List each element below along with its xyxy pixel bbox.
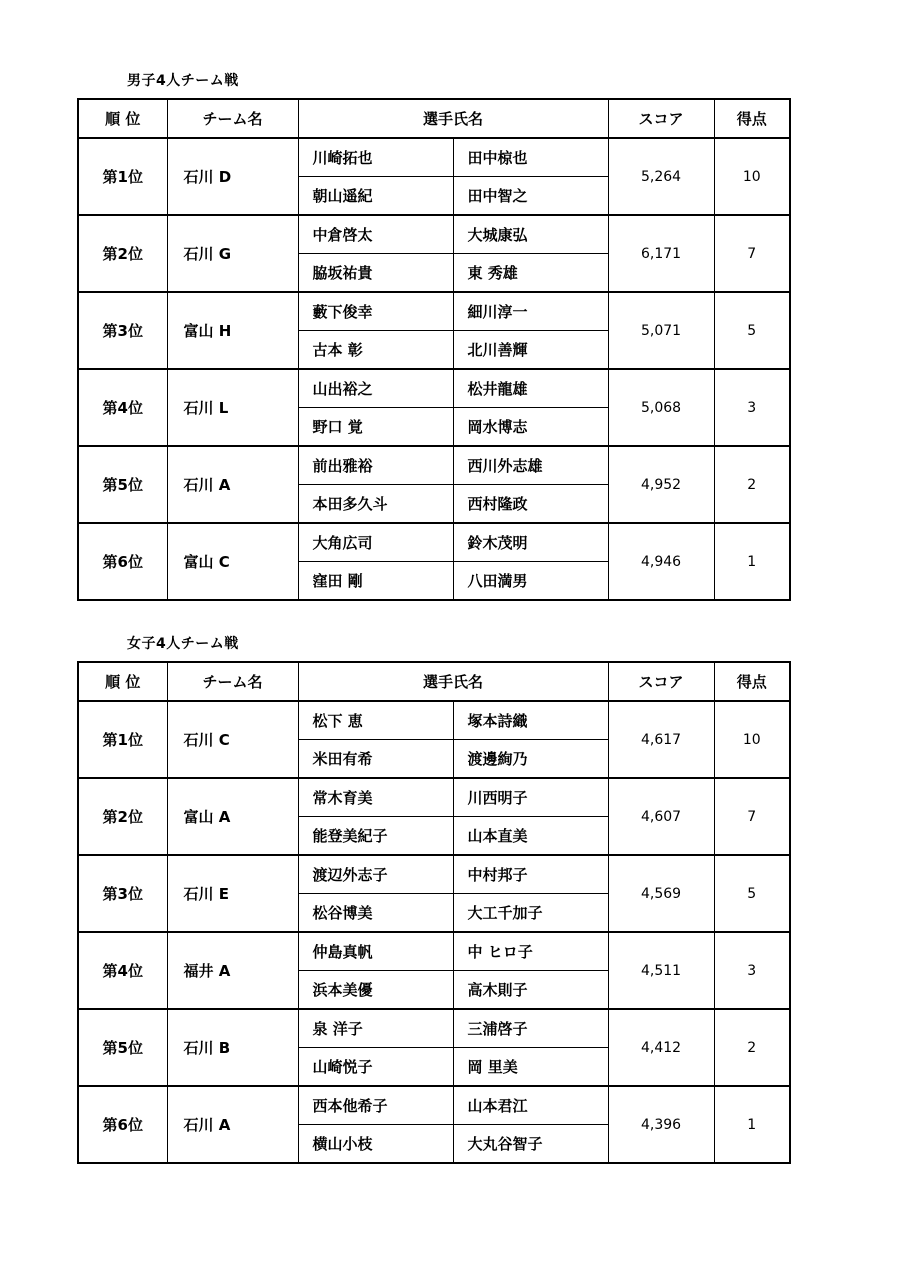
rank-cell: 第1位 bbox=[78, 138, 167, 215]
score-cell: 4,946 bbox=[608, 523, 714, 600]
team-cell: 富山 A bbox=[167, 778, 298, 855]
rank-cell: 第4位 bbox=[78, 369, 167, 446]
player-cell: 野口 覚 bbox=[298, 408, 453, 447]
table-row bbox=[78, 446, 790, 485]
rank-cell: 第3位 bbox=[78, 855, 167, 932]
table-row bbox=[78, 523, 790, 562]
score-cell: 4,607 bbox=[608, 778, 714, 855]
player-cell: 仲島真帆 bbox=[298, 932, 453, 971]
section-title-men: 男子4人チーム戦 bbox=[127, 73, 239, 89]
points-cell: 10 bbox=[714, 138, 790, 215]
player-cell: 泉 洋子 bbox=[298, 1009, 453, 1048]
team-cell: 石川 C bbox=[167, 701, 298, 778]
player-cell: 山本君江 bbox=[453, 1086, 608, 1125]
header-points: 得点 bbox=[714, 662, 790, 701]
score-cell: 4,396 bbox=[608, 1086, 714, 1163]
header-team: チーム名 bbox=[167, 662, 298, 701]
player-cell: 常木育美 bbox=[298, 778, 453, 817]
rank-cell: 第3位 bbox=[78, 292, 167, 369]
player-cell: 田中椋也 bbox=[453, 138, 608, 177]
player-cell: 東 秀雄 bbox=[453, 254, 608, 293]
player-cell: 川崎拓也 bbox=[298, 138, 453, 177]
header-score: スコア bbox=[608, 99, 714, 138]
table-row bbox=[78, 138, 790, 177]
player-cell: 高木則子 bbox=[453, 971, 608, 1010]
player-cell: 米田有希 bbox=[298, 740, 453, 779]
header-points: 得点 bbox=[714, 99, 790, 138]
team-cell: 富山 C bbox=[167, 523, 298, 600]
team-cell: 福井 A bbox=[167, 932, 298, 1009]
player-cell: 塚本詩織 bbox=[453, 701, 608, 740]
player-cell: 大丸谷智子 bbox=[453, 1125, 608, 1164]
header-score: スコア bbox=[608, 662, 714, 701]
points-cell: 2 bbox=[714, 446, 790, 523]
rank-cell: 第5位 bbox=[78, 446, 167, 523]
player-cell: 脇坂祐貴 bbox=[298, 254, 453, 293]
score-cell: 4,617 bbox=[608, 701, 714, 778]
points-cell: 7 bbox=[714, 778, 790, 855]
player-cell: 中村邦子 bbox=[453, 855, 608, 894]
score-cell: 4,412 bbox=[608, 1009, 714, 1086]
score-cell: 5,068 bbox=[608, 369, 714, 446]
points-cell: 1 bbox=[714, 1086, 790, 1163]
player-cell: 藪下俊幸 bbox=[298, 292, 453, 331]
points-cell: 1 bbox=[714, 523, 790, 600]
player-cell: 窪田 剛 bbox=[298, 562, 453, 601]
points-cell: 3 bbox=[714, 369, 790, 446]
table-row bbox=[78, 1009, 790, 1048]
score-cell: 4,569 bbox=[608, 855, 714, 932]
team-cell: 富山 H bbox=[167, 292, 298, 369]
rank-cell: 第6位 bbox=[78, 523, 167, 600]
rank-cell: 第4位 bbox=[78, 932, 167, 1009]
player-cell: 岡 里美 bbox=[453, 1048, 608, 1087]
rank-cell: 第5位 bbox=[78, 1009, 167, 1086]
score-cell: 4,952 bbox=[608, 446, 714, 523]
table-row bbox=[78, 1086, 790, 1125]
team-cell: 石川 E bbox=[167, 855, 298, 932]
header-players: 選手氏名 bbox=[298, 99, 608, 138]
team-cell: 石川 D bbox=[167, 138, 298, 215]
rank-cell: 第2位 bbox=[78, 215, 167, 292]
player-cell: 浜本美優 bbox=[298, 971, 453, 1010]
score-cell: 5,071 bbox=[608, 292, 714, 369]
team-cell: 石川 A bbox=[167, 446, 298, 523]
points-cell: 5 bbox=[714, 292, 790, 369]
team-cell: 石川 A bbox=[167, 1086, 298, 1163]
player-cell: 北川善輝 bbox=[453, 331, 608, 370]
player-cell: 古本 彰 bbox=[298, 331, 453, 370]
player-cell: 松谷博美 bbox=[298, 894, 453, 933]
points-cell: 2 bbox=[714, 1009, 790, 1086]
table-row bbox=[78, 215, 790, 254]
player-cell: 大角広司 bbox=[298, 523, 453, 562]
player-cell: 細川淳一 bbox=[453, 292, 608, 331]
team-cell: 石川 L bbox=[167, 369, 298, 446]
table-row bbox=[78, 292, 790, 331]
table-row bbox=[78, 369, 790, 408]
points-cell: 3 bbox=[714, 932, 790, 1009]
player-cell: 松下 恵 bbox=[298, 701, 453, 740]
player-cell: 西本他希子 bbox=[298, 1086, 453, 1125]
player-cell: 川西明子 bbox=[453, 778, 608, 817]
player-cell: 松井龍雄 bbox=[453, 369, 608, 408]
table-row bbox=[78, 778, 790, 817]
section-title-women: 女子4人チーム戦 bbox=[127, 636, 239, 652]
points-cell: 10 bbox=[714, 701, 790, 778]
header-players: 選手氏名 bbox=[298, 662, 608, 701]
player-cell: 八田満男 bbox=[453, 562, 608, 601]
player-cell: 中 ヒロ子 bbox=[453, 932, 608, 971]
header-rank: 順 位 bbox=[78, 99, 167, 138]
player-cell: 能登美紀子 bbox=[298, 817, 453, 856]
results-table-women bbox=[77, 661, 791, 1164]
player-cell: 前出雅裕 bbox=[298, 446, 453, 485]
player-cell: 鈴木茂明 bbox=[453, 523, 608, 562]
player-cell: 本田多久斗 bbox=[298, 485, 453, 524]
team-cell: 石川 B bbox=[167, 1009, 298, 1086]
points-cell: 5 bbox=[714, 855, 790, 932]
player-cell: 渡辺外志子 bbox=[298, 855, 453, 894]
player-cell: 大工千加子 bbox=[453, 894, 608, 933]
player-cell: 中倉啓太 bbox=[298, 215, 453, 254]
rank-cell: 第6位 bbox=[78, 1086, 167, 1163]
player-cell: 山出裕之 bbox=[298, 369, 453, 408]
results-table-men bbox=[77, 98, 791, 601]
score-cell: 5,264 bbox=[608, 138, 714, 215]
rank-cell: 第1位 bbox=[78, 701, 167, 778]
player-cell: 岡水博志 bbox=[453, 408, 608, 447]
player-cell: 横山小枝 bbox=[298, 1125, 453, 1164]
player-cell: 西村隆政 bbox=[453, 485, 608, 524]
player-cell: 山崎悦子 bbox=[298, 1048, 453, 1087]
table-header-row bbox=[78, 99, 790, 138]
score-cell: 4,511 bbox=[608, 932, 714, 1009]
player-cell: 田中智之 bbox=[453, 177, 608, 216]
player-cell: 山本直美 bbox=[453, 817, 608, 856]
player-cell: 西川外志雄 bbox=[453, 446, 608, 485]
table-row bbox=[78, 701, 790, 740]
table-header-row bbox=[78, 662, 790, 701]
table-row bbox=[78, 932, 790, 971]
player-cell: 大城康弘 bbox=[453, 215, 608, 254]
player-cell: 朝山遥紀 bbox=[298, 177, 453, 216]
player-cell: 渡邊絢乃 bbox=[453, 740, 608, 779]
rank-cell: 第2位 bbox=[78, 778, 167, 855]
table-row bbox=[78, 855, 790, 894]
score-cell: 6,171 bbox=[608, 215, 714, 292]
team-cell: 石川 G bbox=[167, 215, 298, 292]
points-cell: 7 bbox=[714, 215, 790, 292]
player-cell: 三浦啓子 bbox=[453, 1009, 608, 1048]
header-team: チーム名 bbox=[167, 99, 298, 138]
header-rank: 順 位 bbox=[78, 662, 167, 701]
